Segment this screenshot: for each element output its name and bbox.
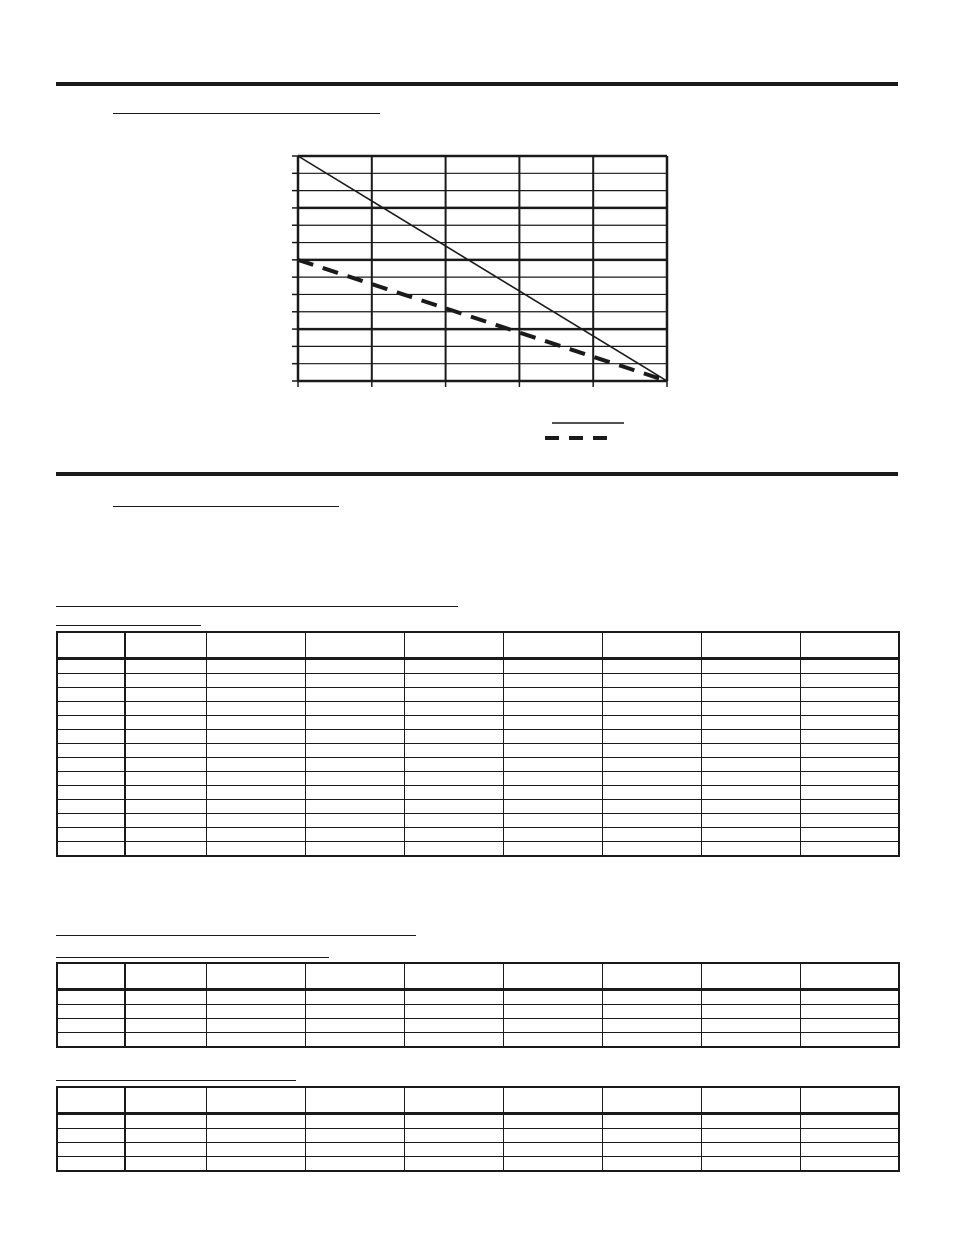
- table-header-cell: [305, 963, 404, 990]
- table-header-cell: [125, 1087, 206, 1114]
- table-cell: [701, 674, 800, 688]
- table-cell: [125, 828, 206, 842]
- table-cell: [57, 702, 125, 716]
- table-header-cell: [57, 1087, 125, 1114]
- table-cell: [503, 1129, 602, 1143]
- table-cell: [503, 1157, 602, 1172]
- table-cell: [57, 1019, 125, 1033]
- table-cell: [701, 990, 800, 1005]
- table-cell: [701, 1033, 800, 1048]
- table-cell: [125, 702, 206, 716]
- table-cell: [206, 744, 305, 758]
- table-2: [56, 962, 900, 1048]
- table-cell: [602, 1143, 701, 1157]
- table-cell: [125, 1143, 206, 1157]
- table-cell: [503, 990, 602, 1005]
- table-cell: [125, 688, 206, 702]
- table-cell: [57, 730, 125, 744]
- section-2-heading-underline: [113, 506, 339, 507]
- table-row: [57, 1157, 899, 1172]
- table-cell: [404, 702, 503, 716]
- table-cell: [602, 828, 701, 842]
- table-cell: [800, 688, 899, 702]
- table-header-cell: [503, 632, 602, 659]
- table-row: [57, 800, 899, 814]
- table-cell: [602, 1114, 701, 1129]
- table-3-caption-underline: [56, 1080, 296, 1081]
- table-cell: [404, 1005, 503, 1019]
- table-cell: [125, 716, 206, 730]
- table-row: [57, 659, 899, 674]
- table-cell: [701, 744, 800, 758]
- table-row: [57, 1114, 899, 1129]
- table-header-cell: [602, 963, 701, 990]
- table-row: [57, 1005, 899, 1019]
- table-cell: [125, 990, 206, 1005]
- table-cell: [206, 1019, 305, 1033]
- table-header-cell: [206, 632, 305, 659]
- table-cell: [305, 1129, 404, 1143]
- table-cell: [404, 1033, 503, 1048]
- table-cell: [57, 842, 125, 857]
- table-header-row: [57, 963, 899, 990]
- table-header-cell: [206, 1087, 305, 1114]
- table-cell: [602, 1019, 701, 1033]
- table-row: [57, 674, 899, 688]
- table-cell: [602, 674, 701, 688]
- table-cell: [800, 800, 899, 814]
- table-cell: [305, 990, 404, 1005]
- table-cell: [701, 800, 800, 814]
- table-1: [56, 631, 900, 857]
- table-header-cell: [57, 963, 125, 990]
- table-header-cell: [602, 632, 701, 659]
- table-cell: [125, 1019, 206, 1033]
- table-cell: [800, 786, 899, 800]
- table-cell: [701, 702, 800, 716]
- table-cell: [57, 1157, 125, 1172]
- table-cell: [503, 1143, 602, 1157]
- table-cell: [701, 1019, 800, 1033]
- table-cell: [305, 1157, 404, 1172]
- table-cell: [57, 758, 125, 772]
- table-cell: [800, 842, 899, 857]
- table-cell: [206, 1005, 305, 1019]
- table-row: [57, 688, 899, 702]
- table-cell: [800, 1143, 899, 1157]
- table-cell: [404, 758, 503, 772]
- table-cell: [305, 758, 404, 772]
- table-cell: [503, 772, 602, 786]
- table-cell: [305, 828, 404, 842]
- table-cell: [602, 990, 701, 1005]
- table-cell: [206, 659, 305, 674]
- table-row: [57, 842, 899, 857]
- table-cell: [602, 786, 701, 800]
- table-cell: [125, 772, 206, 786]
- table-cell: [305, 1019, 404, 1033]
- table-cell: [57, 1005, 125, 1019]
- table-header-cell: [701, 963, 800, 990]
- table-cell: [404, 800, 503, 814]
- table-cell: [800, 814, 899, 828]
- table-cell: [701, 1157, 800, 1172]
- table-cell: [800, 1005, 899, 1019]
- table-header-cell: [503, 963, 602, 990]
- table-header-cell: [305, 632, 404, 659]
- table-header-cell: [800, 963, 899, 990]
- table-cell: [206, 842, 305, 857]
- table-cell: [404, 814, 503, 828]
- table-cell: [701, 758, 800, 772]
- table-cell: [305, 786, 404, 800]
- table-row: [57, 744, 899, 758]
- table-cell: [305, 772, 404, 786]
- table-cell: [206, 758, 305, 772]
- table-cell: [305, 814, 404, 828]
- table-row: [57, 1129, 899, 1143]
- table-cell: [305, 716, 404, 730]
- table-row: [57, 730, 899, 744]
- table-cell: [404, 772, 503, 786]
- table-cell: [800, 730, 899, 744]
- table-row: [57, 702, 899, 716]
- table-cell: [602, 659, 701, 674]
- table-cell: [800, 1129, 899, 1143]
- table-cell: [57, 674, 125, 688]
- table-cell: [602, 1033, 701, 1048]
- table-cell: [206, 702, 305, 716]
- table-cell: [404, 828, 503, 842]
- table-cell: [404, 1157, 503, 1172]
- table-cell: [305, 730, 404, 744]
- table-cell: [305, 1114, 404, 1129]
- table-cell: [503, 716, 602, 730]
- table-cell: [57, 659, 125, 674]
- table-1-caption-underline: [56, 606, 458, 607]
- table-cell: [701, 716, 800, 730]
- table-cell: [701, 786, 800, 800]
- table-cell: [800, 659, 899, 674]
- table-cell: [125, 1129, 206, 1143]
- table-cell: [503, 1019, 602, 1033]
- table-cell: [125, 744, 206, 758]
- table-row: [57, 1143, 899, 1157]
- table-header-cell: [125, 632, 206, 659]
- table-cell: [125, 758, 206, 772]
- table-header-cell: [404, 963, 503, 990]
- table-cell: [206, 990, 305, 1005]
- table-cell: [57, 716, 125, 730]
- section-2-top-rule: [56, 472, 898, 476]
- table-header-cell: [206, 963, 305, 990]
- table-cell: [503, 842, 602, 857]
- table-header-cell: [305, 1087, 404, 1114]
- table-cell: [800, 1019, 899, 1033]
- table-cell: [404, 730, 503, 744]
- table-cell: [125, 814, 206, 828]
- table-2-subcaption-underline: [56, 957, 329, 958]
- table-cell: [57, 828, 125, 842]
- table-cell: [404, 990, 503, 1005]
- table-cell: [206, 828, 305, 842]
- table-cell: [602, 1005, 701, 1019]
- table-cell: [503, 702, 602, 716]
- table-cell: [503, 758, 602, 772]
- table-cell: [701, 772, 800, 786]
- table-cell: [206, 800, 305, 814]
- table-header-cell: [701, 632, 800, 659]
- table-cell: [125, 800, 206, 814]
- table-cell: [602, 688, 701, 702]
- table-cell: [305, 1143, 404, 1157]
- table-row: [57, 828, 899, 842]
- table-row: [57, 990, 899, 1005]
- table-cell: [206, 688, 305, 702]
- table-cell: [57, 786, 125, 800]
- table-header-cell: [404, 1087, 503, 1114]
- table-cell: [57, 814, 125, 828]
- table-cell: [206, 786, 305, 800]
- table-cell: [404, 716, 503, 730]
- table-cell: [305, 702, 404, 716]
- table-header-cell: [701, 1087, 800, 1114]
- table-1-subcaption-underline: [56, 625, 201, 626]
- table-cell: [57, 800, 125, 814]
- table-cell: [800, 772, 899, 786]
- table-cell: [57, 744, 125, 758]
- table-cell: [404, 1129, 503, 1143]
- table-cell: [602, 1157, 701, 1172]
- table-cell: [404, 786, 503, 800]
- table-row: [57, 814, 899, 828]
- table-cell: [206, 814, 305, 828]
- table-cell: [125, 1157, 206, 1172]
- table-header-cell: [800, 632, 899, 659]
- table-cell: [125, 842, 206, 857]
- table-cell: [125, 674, 206, 688]
- table-cell: [602, 730, 701, 744]
- table-cell: [57, 990, 125, 1005]
- table-cell: [503, 786, 602, 800]
- table-header-cell: [57, 632, 125, 659]
- table-cell: [305, 800, 404, 814]
- table-cell: [206, 1157, 305, 1172]
- table-header-cell: [125, 963, 206, 990]
- table-cell: [800, 828, 899, 842]
- table-cell: [57, 772, 125, 786]
- table-header-cell: [800, 1087, 899, 1114]
- table-header-cell: [404, 632, 503, 659]
- table-cell: [404, 674, 503, 688]
- table-cell: [701, 1114, 800, 1129]
- table-cell: [602, 744, 701, 758]
- table-cell: [404, 1143, 503, 1157]
- table-cell: [503, 1033, 602, 1048]
- table-cell: [125, 659, 206, 674]
- table-cell: [800, 1157, 899, 1172]
- table-cell: [125, 1114, 206, 1129]
- table-cell: [602, 758, 701, 772]
- table-cell: [701, 730, 800, 744]
- table-cell: [206, 716, 305, 730]
- table-cell: [404, 688, 503, 702]
- table-cell: [125, 1033, 206, 1048]
- table-cell: [57, 1129, 125, 1143]
- table-cell: [305, 744, 404, 758]
- table-cell: [404, 744, 503, 758]
- table-cell: [503, 688, 602, 702]
- table-cell: [701, 659, 800, 674]
- table-cell: [404, 1019, 503, 1033]
- table-cell: [206, 1129, 305, 1143]
- table-cell: [602, 1129, 701, 1143]
- table-cell: [206, 730, 305, 744]
- table-cell: [701, 1143, 800, 1157]
- table-row: [57, 772, 899, 786]
- table-cell: [404, 659, 503, 674]
- table-2-caption-underline: [56, 935, 416, 936]
- table-cell: [503, 828, 602, 842]
- table-cell: [503, 800, 602, 814]
- table-cell: [800, 990, 899, 1005]
- table-cell: [206, 1143, 305, 1157]
- table-cell: [701, 842, 800, 857]
- table-cell: [602, 814, 701, 828]
- table-cell: [503, 1114, 602, 1129]
- table-cell: [125, 786, 206, 800]
- table-cell: [701, 828, 800, 842]
- table-cell: [800, 674, 899, 688]
- table-cell: [602, 842, 701, 857]
- table-cell: [602, 800, 701, 814]
- table-cell: [404, 1114, 503, 1129]
- table-cell: [305, 659, 404, 674]
- table-cell: [701, 1005, 800, 1019]
- table-cell: [503, 814, 602, 828]
- table-cell: [206, 772, 305, 786]
- table-row: [57, 1019, 899, 1033]
- table-cell: [701, 1129, 800, 1143]
- table-cell: [57, 688, 125, 702]
- table-cell: [125, 730, 206, 744]
- table-cell: [800, 716, 899, 730]
- table-cell: [125, 1005, 206, 1019]
- table-row: [57, 716, 899, 730]
- table-cell: [800, 1033, 899, 1048]
- table-cell: [503, 1005, 602, 1019]
- table-cell: [602, 702, 701, 716]
- table-cell: [404, 842, 503, 857]
- table-cell: [305, 1005, 404, 1019]
- table-cell: [305, 1033, 404, 1048]
- table-cell: [503, 674, 602, 688]
- table-cell: [305, 842, 404, 857]
- table-3: [56, 1086, 900, 1172]
- table-cell: [701, 688, 800, 702]
- table-cell: [305, 674, 404, 688]
- table-cell: [503, 730, 602, 744]
- performance-chart: [0, 0, 954, 460]
- table-cell: [206, 674, 305, 688]
- table-cell: [800, 702, 899, 716]
- table-header-cell: [503, 1087, 602, 1114]
- table-cell: [57, 1033, 125, 1048]
- table-cell: [57, 1143, 125, 1157]
- table-cell: [800, 758, 899, 772]
- table-row: [57, 758, 899, 772]
- table-row: [57, 786, 899, 800]
- table-header-row: [57, 632, 899, 659]
- table-cell: [57, 1114, 125, 1129]
- table-cell: [800, 1114, 899, 1129]
- table-cell: [206, 1114, 305, 1129]
- table-cell: [503, 744, 602, 758]
- table-cell: [800, 744, 899, 758]
- table-cell: [602, 772, 701, 786]
- table-cell: [503, 659, 602, 674]
- table-cell: [305, 688, 404, 702]
- chart-series-1-line: [298, 156, 667, 381]
- table-header-row: [57, 1087, 899, 1114]
- table-cell: [206, 1033, 305, 1048]
- table-cell: [701, 814, 800, 828]
- chart-series-2-line: [298, 260, 667, 381]
- table-cell: [602, 716, 701, 730]
- table-row: [57, 1033, 899, 1048]
- table-header-cell: [602, 1087, 701, 1114]
